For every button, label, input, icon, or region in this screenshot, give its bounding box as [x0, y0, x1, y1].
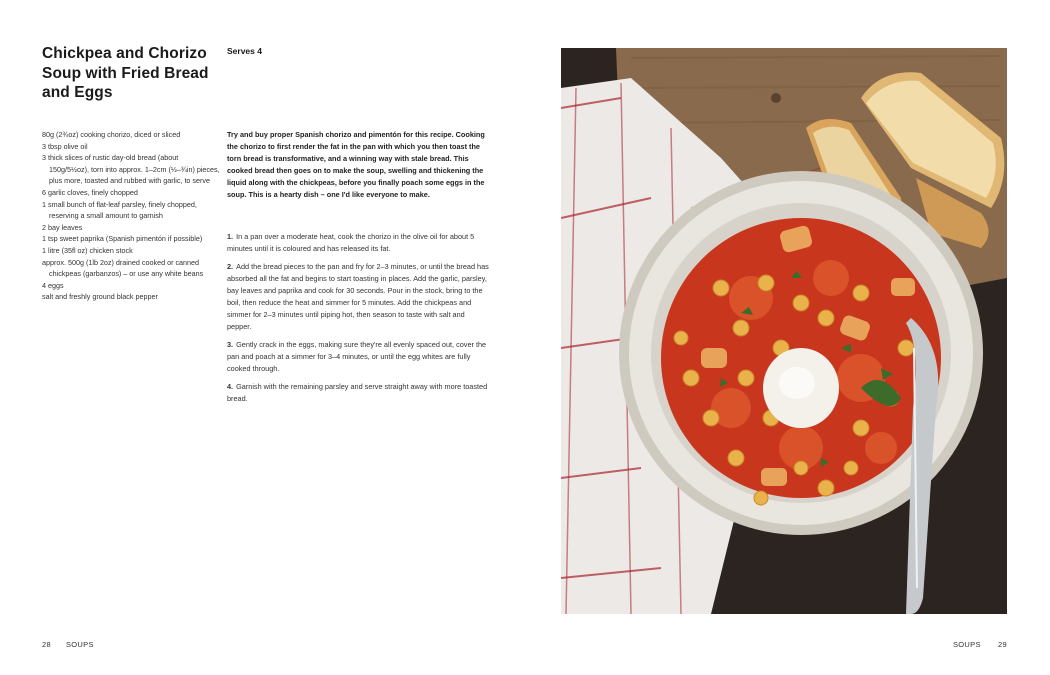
step-text: Add the bread pieces to the pan and fry for 2–3 minutes, or until the bread has absorbed all the fat and begins to start toasting in places. Add the garlic, parsley, bay leaves and paprika and cook for 30 seconds. Pour in the stock, bring to the boil, then reduce the heat and simmer for 5 minutes. Add the chickpeas and simmer for 2–3 minutes until piping hot, then season to taste with salt and pepper. — [227, 262, 489, 331]
page-number-right: 29 — [998, 640, 1007, 649]
ingredient-item: 1 tsp sweet paprika (Spanish pimentón if possible) — [42, 234, 203, 244]
ingredient-item: 6 garlic cloves, finely chopped — [42, 187, 138, 197]
page-number-left: 28 — [42, 640, 51, 649]
ingredient-item: 80g (2¾oz) cooking chorizo, diced or sliced — [42, 130, 181, 139]
recipe-intro: Try and buy proper Spanish chorizo and pimentón for this recipe. Cooking the chorizo to first render the fat in the pan with which you then toast the torn bread is transformative, and a winning way with stale bread. This cooked bread then goes on to make the soup, swelling and thickening the liquid along with the chickpeas, before you finally poach some eggs in the soup. This is a hearty dish – one I'd like everyone to make. — [227, 130, 485, 199]
method-step — [227, 339, 489, 375]
section-label-right: SOUPS — [953, 640, 981, 649]
ingredient-item: 2 bay leaves — [42, 222, 83, 232]
method-step — [227, 261, 489, 333]
step-text: In a pan over a moderate heat, cook the chorizo in the olive oil for about 5 minutes until it is coloured and has released its fat. — [227, 232, 475, 253]
ingredient-item: 3 thick slices of rustic day-old bread (about 150g/5½oz), torn into approx. 1–2cm (½–¾in) pieces, plus more, toasted and rubbed with garlic, to serve — [42, 153, 220, 186]
ingredient-item: 3 tbsp olive oil — [42, 141, 88, 151]
method-step — [227, 381, 489, 405]
serves-label: Serves 4 — [227, 46, 262, 56]
recipe-title: Chickpea and Chorizo Soup with Fried Bread and Eggs — [42, 45, 209, 101]
method-step — [227, 231, 489, 255]
ingredient-item: approx. 500g (1lb 2oz) drained cooked or canned chickpeas (garbanzos) – or use any white beans — [42, 257, 204, 279]
soup-photo — [561, 48, 1007, 614]
ingredient-item: 1 litre (35fl oz) chicken stock — [42, 245, 133, 255]
step-text: Garnish with the remaining parsley and serve straight away with more toasted bread. — [227, 382, 488, 403]
section-label-left: SOUPS — [66, 640, 94, 649]
ingredient-item: salt and freshly ground black pepper — [42, 292, 158, 302]
ingredients-list — [42, 129, 220, 303]
method-steps — [227, 231, 489, 411]
ingredient-item: 4 eggs — [42, 280, 64, 290]
ingredient-item: 1 small bunch of flat-leaf parsley, finely chopped, reserving a small amount to garnish — [42, 199, 197, 221]
step-number: 4. — [227, 382, 234, 391]
step-number: 1. — [227, 232, 234, 241]
step-number: 3. — [227, 340, 234, 349]
step-text: Gently crack in the eggs, making sure they're all evenly spaced out, cover the pan and poach at a simmer for 3–4 minutes, or until the egg whites are fully cooked through. — [227, 340, 487, 373]
step-number: 2. — [227, 262, 234, 271]
